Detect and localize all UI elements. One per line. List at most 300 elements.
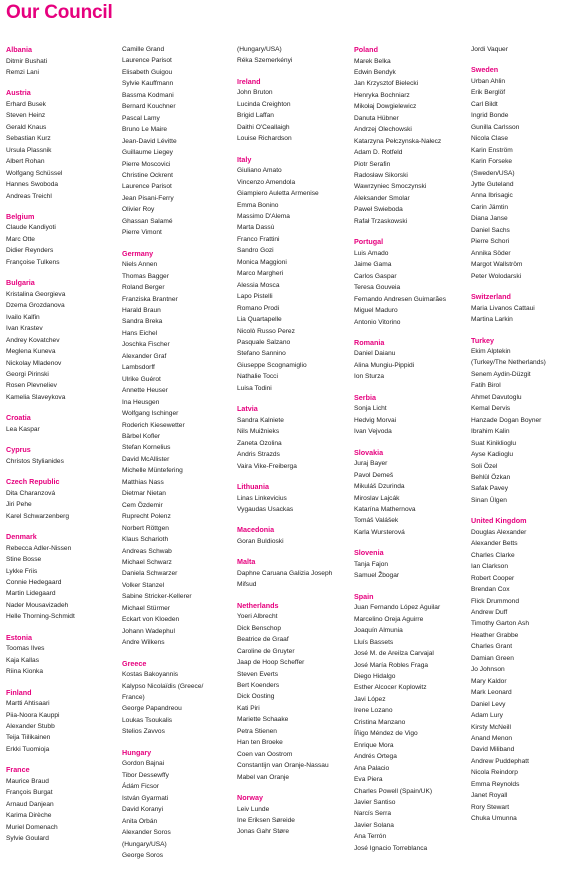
member-name: Pierre Schori xyxy=(471,238,510,246)
country-group xyxy=(471,64,546,282)
member-name: Flick Drummond xyxy=(471,597,519,605)
member-name: Kamelia Slaveykova xyxy=(6,393,66,401)
member-name: Adam D. Rotfeld xyxy=(354,149,403,157)
country-group xyxy=(354,547,446,581)
member-name: Lia Quartapelle xyxy=(237,316,282,324)
member-name: Anna Ibrisagic xyxy=(471,192,513,200)
member-name: Paweł Swieboda xyxy=(354,206,403,214)
member-name: Erhard Busek xyxy=(6,100,46,108)
member-name: Danuta Hübner xyxy=(354,114,399,122)
member-name: Timothy Garton Ash xyxy=(471,620,530,628)
member-name: Ian Clarkson xyxy=(471,563,509,571)
member-name: Claude Kandiyoti xyxy=(6,224,56,232)
member-name: Aleksander Smolar xyxy=(354,194,410,202)
member-name: Erik Berglöf xyxy=(471,89,506,97)
member-name: Esther Alcocer Koplowitz xyxy=(354,684,427,692)
member-name: Camille Grand xyxy=(122,46,165,53)
member-name: Erkki Tuomioja xyxy=(6,745,50,753)
member-name: Teresa Gouveia xyxy=(354,284,401,292)
country-group xyxy=(354,337,446,383)
member-name: Connie Hedegaard xyxy=(6,578,62,586)
column-2 xyxy=(122,44,203,870)
member-name: Steven Heinz xyxy=(6,112,46,120)
country-heading: Malta xyxy=(237,557,256,567)
member-name: Andrew Duff xyxy=(471,609,508,617)
member-name: Françoise Tulkens xyxy=(6,258,60,266)
member-name: Douglas Alexander xyxy=(471,528,527,536)
member-name: Dietmar Nietan xyxy=(122,490,166,498)
member-name: Ditmir Bushati xyxy=(6,57,48,65)
member-name: Marta Dassù xyxy=(237,224,275,232)
member-name: Helle Thorning-Schmidt xyxy=(6,613,75,621)
member-name: (Hungary/USA) xyxy=(122,840,167,848)
member-name: Nils Muižnieks xyxy=(237,428,280,436)
member-name: Bert Koenders xyxy=(237,681,280,689)
country-heading: Switzerland xyxy=(471,292,511,302)
member-name: Karima Dirèche xyxy=(6,812,52,820)
country-group xyxy=(237,792,332,838)
member-name: Coen van Oostrom xyxy=(237,750,293,758)
member-name: Louise Richardson xyxy=(237,135,292,143)
member-name: Jiri Pehe xyxy=(6,501,32,509)
member-name: Norbert Röttgen xyxy=(122,524,169,532)
member-name: Ekim Alptekin xyxy=(471,348,511,356)
country-group xyxy=(6,412,75,435)
member-name: Pierre Moscovici xyxy=(122,160,171,168)
member-name: Albert Rohan xyxy=(6,158,45,166)
member-name: Antonio Vitorino xyxy=(354,318,401,326)
member-name: Cristina Manzano xyxy=(354,718,406,726)
country-heading: Czech Republic xyxy=(6,477,60,487)
member-name: Nicola Clase xyxy=(471,135,509,143)
member-name: Katarzyna Pełczynska-Nałecz xyxy=(354,137,442,145)
member-name: Kristalina Georgieva xyxy=(6,290,66,298)
country-heading: Germany xyxy=(122,248,154,258)
member-name: Piotr Serafin xyxy=(354,160,391,168)
member-name: Maurice Braud xyxy=(6,777,49,785)
country-group xyxy=(237,44,332,67)
member-name: Karin Enström xyxy=(471,146,513,154)
member-name: Muriel Domenach xyxy=(6,823,58,831)
member-name: Leiv Lunde xyxy=(237,805,270,813)
member-name: Daithi O'Ceallaigh xyxy=(237,123,290,131)
member-name: Jean-David Lévitte xyxy=(122,137,177,145)
member-name: Ghassan Salamé xyxy=(122,217,173,225)
member-name: Martina Larkin xyxy=(471,316,513,324)
member-name: Bernard Kouchner xyxy=(122,103,176,111)
member-name: Mifsud xyxy=(237,581,257,589)
member-name: Sylvie Goulard xyxy=(6,835,49,843)
country-group xyxy=(471,291,546,325)
member-name: (Turkey/The Netherlands) xyxy=(471,359,546,367)
member-name: Lea Kaspar xyxy=(6,425,40,433)
member-name: Guillaume Liegey xyxy=(122,149,173,157)
country-group xyxy=(122,248,203,649)
member-name: Andrey Kovatchev xyxy=(6,336,60,344)
country-heading: Serbia xyxy=(354,392,376,402)
member-name: Nicolò Russo Perez xyxy=(237,327,295,335)
member-name: Dzema Grozdanova xyxy=(6,302,65,310)
member-name: Diana Janse xyxy=(471,215,508,223)
member-name: Réka Szemerkényi xyxy=(237,57,293,65)
country-heading: Turkey xyxy=(471,335,495,345)
member-name: Sylvie Kauffmann xyxy=(122,80,174,88)
member-name: Kemal Dervis xyxy=(471,405,511,413)
member-name: Lluís Bassets xyxy=(354,638,394,646)
member-name: Andrzej Olechowski xyxy=(354,126,412,134)
member-name: Alessia Mosca xyxy=(237,281,280,289)
member-name: Suat Kiniklioglu xyxy=(471,439,517,447)
country-group xyxy=(237,556,332,590)
member-name: Henryka Bochniarz xyxy=(354,91,410,99)
member-name: Sinan Ülgen xyxy=(471,496,507,504)
member-name: Anand Menon xyxy=(471,735,513,743)
member-name: Meglena Kuneva xyxy=(6,348,56,356)
member-name: Alexander Graf xyxy=(122,352,167,360)
country-group xyxy=(354,591,446,854)
country-heading: Croatia xyxy=(6,413,31,423)
member-name: Robert Cooper xyxy=(471,574,515,582)
country-heading: Sweden xyxy=(471,65,499,75)
member-name: Vincenzo Amendola xyxy=(237,178,296,186)
member-name: Remzi Lani xyxy=(6,68,39,76)
member-name: Hedvig Morvai xyxy=(354,416,397,424)
country-group xyxy=(6,87,75,202)
member-name: Dick Oosting xyxy=(237,693,275,701)
member-name: Carin Jämtin xyxy=(471,203,509,211)
country-heading: Albania xyxy=(6,45,32,54)
member-name: Laurence Parisot xyxy=(122,183,172,191)
member-name: Giampiero Auletta Armenise xyxy=(237,190,319,198)
member-name: Christine Ockrent xyxy=(122,171,173,179)
country-group xyxy=(6,277,75,403)
member-name: Giuseppe Scognamiglio xyxy=(237,361,307,369)
member-name: Alexander Betts xyxy=(471,540,518,548)
member-name: Laurence Parisot xyxy=(122,57,172,65)
member-name: (Sweden/USA) xyxy=(471,169,515,177)
member-name: Narcís Serra xyxy=(354,810,392,818)
member-name: Alexander Soros xyxy=(122,829,171,837)
member-name: Maria Livanos Cattaui xyxy=(471,304,535,312)
member-name: Vaira Vike-Freiberga xyxy=(237,462,297,470)
member-name: Sabine Stricker-Kellerer xyxy=(122,593,192,601)
member-name: Jo Johnson xyxy=(471,666,505,674)
page-title: Our Council xyxy=(6,2,113,23)
member-name: Linas Linkevicius xyxy=(237,494,287,502)
member-name: Roderich Kiesewetter xyxy=(122,421,185,429)
member-name: Margot Wallström xyxy=(471,261,523,269)
member-name: Tanja Fajon xyxy=(354,560,389,568)
member-name: Wawrzyniec Smoczynski xyxy=(354,183,427,191)
member-name: Edwin Bendyk xyxy=(354,68,396,76)
member-name: Hannes Swoboda xyxy=(6,181,59,189)
country-heading: Lithuania xyxy=(237,482,269,491)
member-name: David Miliband xyxy=(471,746,515,754)
country-heading: Belgium xyxy=(6,211,35,221)
member-name: Brendan Cox xyxy=(471,586,510,594)
member-name: Lykke Friis xyxy=(6,567,38,575)
country-heading: United Kingdom xyxy=(471,516,527,526)
member-name: Sebastian Kurz xyxy=(6,135,51,143)
member-name: Behlül Özkan xyxy=(471,474,511,481)
member-name: Marco Margheri xyxy=(237,270,284,278)
member-name: Damian Green xyxy=(471,654,514,662)
country-heading: Spain xyxy=(354,591,374,601)
member-name: Klaus Scharioth xyxy=(122,536,169,544)
member-name: Pavol Demeš xyxy=(354,471,394,479)
country-heading: Macedonia xyxy=(237,525,275,535)
member-name: Jaime Gama xyxy=(354,261,392,269)
member-name: Johann Wadephul xyxy=(122,627,175,635)
member-name: Beatrice de Graaf xyxy=(237,636,289,644)
member-name: Bassma Kodmani xyxy=(122,91,174,99)
member-name: Dita Charanzová xyxy=(6,489,56,497)
member-name: Ayse Kadioglu xyxy=(471,451,514,459)
member-name: Kalypso Nicolaïdis (Greece/ xyxy=(122,682,204,690)
member-name: Michael Schwarz xyxy=(122,558,172,566)
member-name: Kati Piri xyxy=(237,704,260,712)
member-name: Martti Ahtisaari xyxy=(6,700,50,708)
country-group xyxy=(122,747,203,862)
member-name: Ádám Ficsor xyxy=(122,783,160,791)
member-name: Karin Forseke xyxy=(471,158,513,166)
member-name: Kirsty McNeill xyxy=(471,723,511,731)
member-name: Ine Eriksen Søreide xyxy=(237,817,295,825)
member-name: Pascal Lamy xyxy=(122,114,160,122)
column-5 xyxy=(471,44,546,834)
country-heading: Denmark xyxy=(6,532,37,542)
member-name: Emma Reynolds xyxy=(471,780,520,788)
member-name: Constantijn van Oranje-Nassau xyxy=(237,762,329,770)
member-name: Peter Wolodarski xyxy=(471,272,522,280)
member-name: Javier Santiso xyxy=(354,798,396,806)
member-name: Íñigo Méndez de Vigo xyxy=(354,730,418,738)
country-heading: Finland xyxy=(6,687,32,697)
member-name: Diego Hidalgo xyxy=(354,672,396,680)
member-name: Giuliano Amato xyxy=(237,167,282,175)
member-name: Senem Aydin-Düzgit xyxy=(471,370,531,378)
member-name: Bärbel Kofler xyxy=(122,433,161,440)
column-3 xyxy=(237,44,332,847)
member-name: Vygaudas Usackas xyxy=(237,505,294,513)
country-group xyxy=(354,392,446,438)
member-name: David McAllister xyxy=(122,455,170,463)
member-name: Matthias Nass xyxy=(122,478,164,486)
member-name: Wolfgang Ischinger xyxy=(122,410,179,418)
member-name: Bruno Le Maire xyxy=(122,126,168,134)
member-name: Ursula Plassnik xyxy=(6,146,52,154)
member-name: Ahmet Davutoglu xyxy=(471,393,522,401)
member-name: Janet Royall xyxy=(471,792,508,800)
country-heading: Romania xyxy=(354,337,385,347)
member-name: Didier Reynders xyxy=(6,247,54,255)
member-name: (Hungary/USA) xyxy=(237,46,282,53)
member-name: Georgi Pirinski xyxy=(6,370,49,378)
member-name: Sandro Gozi xyxy=(237,247,274,255)
member-name: Gerald Knaus xyxy=(6,123,47,131)
member-name: Jean Pisani-Ferry xyxy=(122,194,174,202)
member-name: Rory Stewart xyxy=(471,803,510,811)
member-name: Juan Fernando López Aguilar xyxy=(354,604,441,612)
country-heading: Austria xyxy=(6,88,31,98)
member-name: Loukas Tsoukalis xyxy=(122,716,173,724)
member-name: Pasquale Salzano xyxy=(237,338,291,346)
member-name: Joschka Fischer xyxy=(122,341,170,349)
member-name: Heather Grabbe xyxy=(471,631,519,639)
member-name: Marek Belka xyxy=(354,57,391,65)
member-name: Franco Frattini xyxy=(237,235,280,243)
member-name: Rafał Trzaskowski xyxy=(354,217,408,225)
member-name: Joaquín Almunia xyxy=(354,627,403,635)
member-name: Nicola Reindorp xyxy=(471,769,518,777)
country-heading: Bulgaria xyxy=(6,278,35,288)
member-name: Rosen Plevneliev xyxy=(6,382,57,390)
member-name: Javier Solana xyxy=(354,821,394,829)
member-name: Anita Orbán xyxy=(122,817,158,825)
member-name: Han ten Broeke xyxy=(237,739,283,747)
member-name: George Papandreou xyxy=(122,705,182,713)
member-name: Charles Grant xyxy=(471,643,513,651)
country-heading: Italy xyxy=(237,154,252,164)
country-group xyxy=(6,444,75,467)
member-name: Fatih Birol xyxy=(471,382,501,390)
member-name: Stine Bosse xyxy=(6,556,42,564)
country-heading: Ireland xyxy=(237,76,261,86)
member-name: Fernando Andresen Guimarães xyxy=(354,295,446,303)
member-name: Javi López xyxy=(354,695,386,703)
member-name: Adam Lury xyxy=(471,712,503,720)
member-name: Ana Palacio xyxy=(354,764,390,772)
member-name: Andre Wilkens xyxy=(122,639,165,647)
country-heading: Slovakia xyxy=(354,447,384,457)
member-name: Miroslav Lajcák xyxy=(354,494,400,502)
member-name: José Ignacio Torreblanca xyxy=(354,844,428,852)
member-name: Irene Lozano xyxy=(354,707,393,715)
country-group xyxy=(471,335,546,507)
member-name: Nickolay Mladenov xyxy=(6,359,62,367)
country-heading: Cyprus xyxy=(6,445,31,455)
member-name: Andreas Schwab xyxy=(122,547,172,555)
member-name: Stefano Sannino xyxy=(237,350,286,358)
member-name: Arnaud Danjean xyxy=(6,800,54,808)
country-heading: Poland xyxy=(354,45,378,54)
country-heading: Norway xyxy=(237,793,263,803)
member-name: Hans Eichel xyxy=(122,329,158,337)
member-name: José María Robles Fraga xyxy=(354,661,429,669)
member-name: Soli Özel xyxy=(471,462,498,470)
country-group xyxy=(6,764,75,844)
member-name: Jonas Gahr Støre xyxy=(237,828,290,836)
member-name: Teija Tiilikainen xyxy=(6,734,51,742)
member-name: Caroline de Gruyter xyxy=(237,647,295,655)
column-4 xyxy=(354,44,446,863)
member-name: Carl Bildt xyxy=(471,100,498,108)
country-group xyxy=(237,524,332,547)
member-name: Christos Stylianides xyxy=(6,457,64,465)
member-name: Franziska Brantner xyxy=(122,295,178,303)
member-name: Wolfgang Schüssel xyxy=(6,169,63,177)
member-name: Katarína Mathernova xyxy=(354,506,416,513)
member-name: Zaneta Ozolina xyxy=(237,439,282,447)
member-name: Lambsdorff xyxy=(122,364,155,372)
member-name: Mary Kaldor xyxy=(471,677,507,685)
member-name: Daniel Daianu xyxy=(354,350,396,358)
member-name: Stelios Zavvos xyxy=(122,728,165,736)
member-name: Andrés Ortega xyxy=(354,753,397,761)
member-name: Charles Clarke xyxy=(471,551,515,559)
member-name: Monica Maggioni xyxy=(237,258,287,266)
member-name: Rebecca Adler-Nissen xyxy=(6,544,72,552)
member-name: Marcelino Oreja Aguirre xyxy=(354,615,424,623)
member-name: Piia-Noora Kauppi xyxy=(6,711,60,719)
member-name: François Burgat xyxy=(6,789,53,797)
member-name: Ion Sturza xyxy=(354,373,385,381)
member-name: Mark Leonard xyxy=(471,689,512,697)
member-name: Urban Ahlin xyxy=(471,77,506,85)
country-group xyxy=(6,531,75,623)
member-name: Ulrike Guérot xyxy=(122,375,161,383)
member-name: Gordon Bajnai xyxy=(122,760,165,768)
country-heading: Greece xyxy=(122,658,147,668)
member-name: Ana Terrón xyxy=(354,833,387,841)
member-name: Michelle Müntefering xyxy=(122,467,183,475)
member-name: Massimo D'Alema xyxy=(237,212,290,220)
country-group xyxy=(6,687,75,756)
member-name: Luisa Todini xyxy=(237,384,272,392)
member-name: Roland Berger xyxy=(122,284,165,292)
member-name: Nader Mousavizadeh xyxy=(6,601,69,609)
country-heading: France xyxy=(6,765,30,775)
member-name: Enrique Mora xyxy=(354,741,394,749)
member-name: Ibrahim Kalin xyxy=(471,428,510,436)
country-group xyxy=(122,44,203,239)
member-name: Daphne Caruana Galizia Joseph xyxy=(237,569,333,577)
member-name: Petra Stienen xyxy=(237,727,277,735)
member-name: Miguel Maduro xyxy=(354,307,398,315)
member-name: Alexander Stubb xyxy=(6,723,55,731)
member-name: Ivan Vejvoda xyxy=(354,428,392,436)
member-name: Marc Otte xyxy=(6,235,35,243)
member-name: Annette Heuser xyxy=(122,387,168,395)
country-heading: Latvia xyxy=(237,404,258,414)
member-name: Annika Söder xyxy=(471,249,511,257)
member-name: Kostas Bakoyannis xyxy=(122,671,179,679)
country-heading: Netherlands xyxy=(237,600,279,610)
member-name: Romano Prodi xyxy=(237,304,280,312)
member-name: Cem Özdemir xyxy=(122,501,163,509)
member-name: Karel Schwarzenberg xyxy=(6,512,70,520)
member-name: Emma Bonino xyxy=(237,201,279,209)
member-name: Mariette Schaake xyxy=(237,716,289,724)
member-name: Mikuláš Dzurinda xyxy=(354,483,405,491)
member-name: Thomas Bagger xyxy=(122,272,169,280)
country-group xyxy=(237,481,332,515)
member-name: Eckart von Kloeden xyxy=(122,616,180,624)
country-group xyxy=(6,44,75,78)
council-columns xyxy=(0,44,561,859)
member-name: Daniel Levy xyxy=(471,700,506,708)
member-name: Tomáš Valášek xyxy=(354,517,399,525)
member-name: Safak Pavey xyxy=(471,485,509,493)
member-name: Jytte Guteland xyxy=(471,181,514,189)
member-name: Lapo Pistelli xyxy=(237,293,273,301)
country-group xyxy=(354,44,446,227)
member-name: Dick Benschop xyxy=(237,624,281,632)
member-name: Yoeri Albrecht xyxy=(237,613,278,621)
member-name: Sandra Kalniete xyxy=(237,416,284,424)
member-name: Brigid Laffan xyxy=(237,112,274,120)
member-name: Pierre Vimont xyxy=(122,229,162,237)
